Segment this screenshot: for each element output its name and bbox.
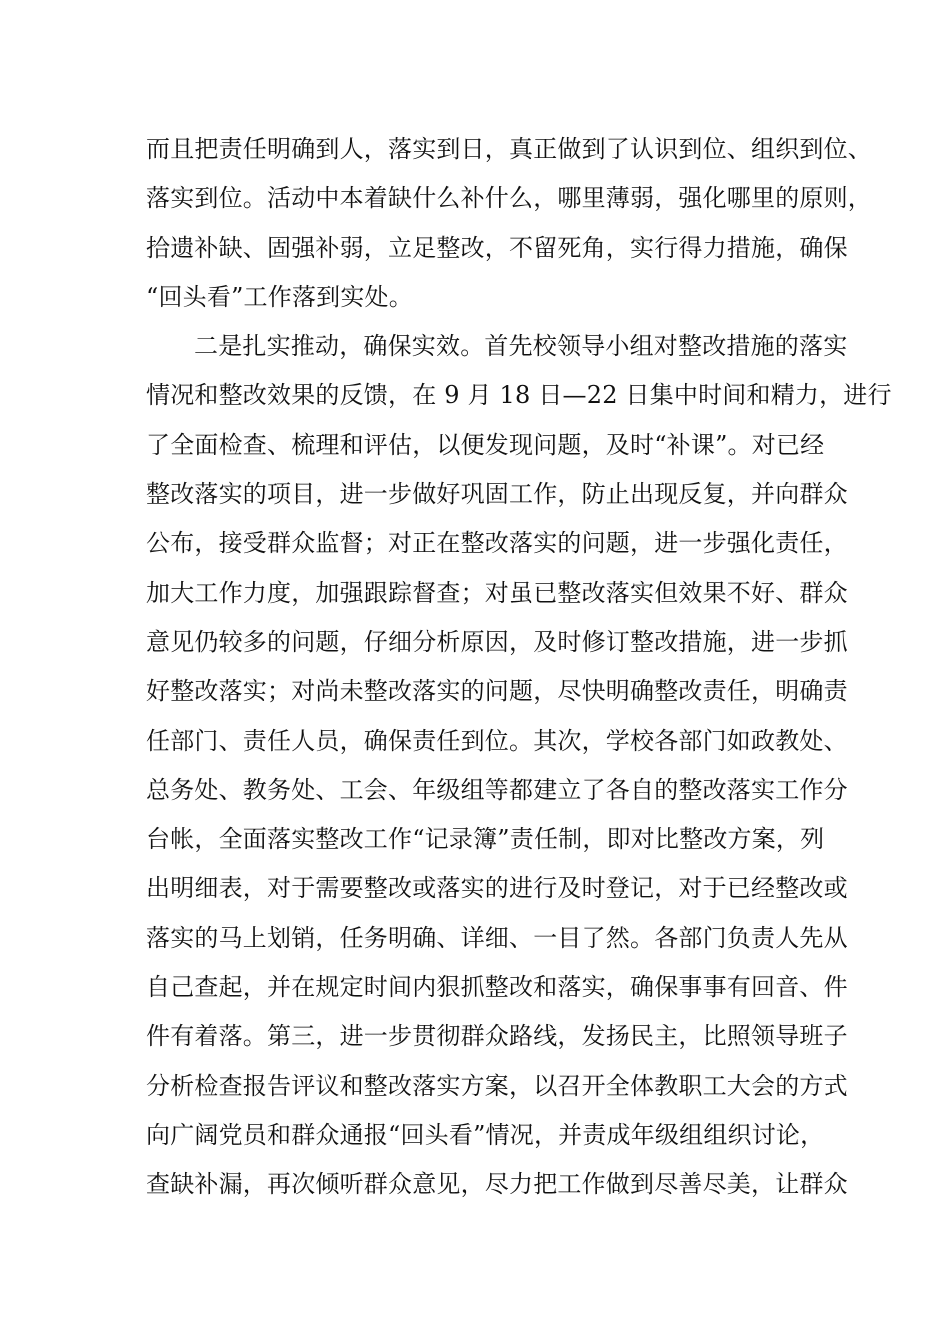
paragraph-2-line-10: 总务处、教务处、工会、年级组等都建立了各自的整改落实工作分 bbox=[146, 775, 848, 804]
paragraph-2-line-13: 落实的马上划销，任务明确、详细、一目了然。各部门负责人先从 bbox=[146, 923, 848, 952]
paragraph-2-line-14: 自己查起，并在规定时间内狠抓整改和落实，确保事事有回音、件 bbox=[146, 973, 848, 1002]
paragraph-1-line-3: 拾遗补缺、固强补弱，立足整改，不留死角，实行得力措施，确保 bbox=[146, 233, 848, 262]
paragraph-2-line-18: 查缺补漏，再次倾听群众意见，尽力把工作做到尽善尽美，让群众 bbox=[146, 1170, 848, 1199]
paragraph-2-line-15: 件有着落。第三，进一步贯彻群众路线，发扬民主，比照领导班子 bbox=[146, 1022, 848, 1051]
paragraph-2-line-9: 任部门、责任人员，确保责任到位。其次，学校各部门如政教处、 bbox=[146, 726, 848, 755]
paragraph-2-line-11: 台帐，全面落实整改工作“记录簿”责任制，即对比整改方案，列 bbox=[146, 825, 825, 854]
body-text bbox=[146, 125, 892, 1210]
paragraph-2-line-12: 出明细表，对于需要整改或落实的进行及时登记，对于已经整改或 bbox=[146, 874, 848, 903]
paragraph-2-line-16: 分析检查报告评议和整改落实方案，以召开全体教职工大会的方式 bbox=[146, 1071, 848, 1100]
paragraph-2-line-17: 向广阔党员和群众通报“回头看”情况，并责成年级组组织讨论， bbox=[146, 1120, 825, 1149]
paragraph-1-line-4: “回头看”工作落到实处。 bbox=[146, 282, 413, 311]
paragraph-2-line-4: 整改落实的项目，进一步做好巩固工作，防止出现反复，并向群众 bbox=[146, 480, 848, 509]
paragraph-2-line-5: 公布，接受群众监督；对正在整改落实的问题，进一步强化责任， bbox=[146, 529, 848, 558]
paragraph-2-line-1: 二是扎实推动，确保实效。首先校领导小组对整改措施的落实 bbox=[194, 332, 848, 361]
paragraph-1-line-2: 落实到位。活动中本着缺什么补什么，哪里薄弱，强化哪里的原则， bbox=[146, 184, 872, 213]
paragraph-2-line-7: 意见仍较多的问题，仔细分析原因，及时修订整改措施，进一步抓 bbox=[146, 627, 848, 656]
paragraph-2-line-8: 好整改落实；对尚未整改落实的问题，尽快明确整改责任，明确责 bbox=[146, 677, 848, 706]
paragraph-2-line-3: 了全面检查、梳理和评估，以便发现问题，及时“补课”。对已经 bbox=[146, 430, 825, 459]
paragraph-2-line-2: 情况和整改效果的反馈，在 9 月 18 日—22 日集中时间和精力，进行 bbox=[146, 381, 892, 410]
paragraph-2-line-6: 加大工作力度，加强跟踪督查；对虽已整改落实但效果不好、群众 bbox=[146, 578, 848, 607]
paragraph-1-line-1: 而且把责任明确到人，落实到日，真正做到了认识到位、组织到位、 bbox=[146, 135, 872, 163]
